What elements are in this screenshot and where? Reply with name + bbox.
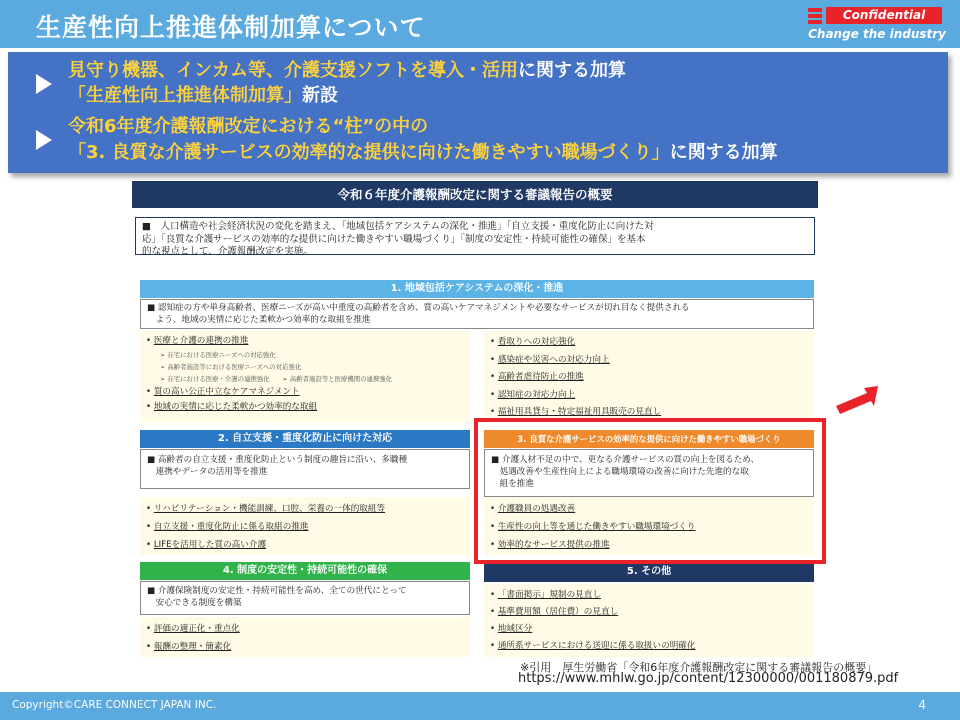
list-item: • 医療と介護の連携の推進 <box>146 336 249 346</box>
section-4-header: 4. 制度の安定性・持続可能性の確保 <box>140 562 470 580</box>
page-title: 生産性向上推進体制加算について <box>36 13 426 42</box>
footer-bar <box>0 692 960 720</box>
list-item: • 生産性の向上等を通じた働きやすい職場環境づくり <box>490 522 696 532</box>
section-1-right-list <box>484 331 814 419</box>
list-item: • 福祉用具貸与・特定福祉用具販売の見直し <box>490 407 662 417</box>
citation-url[interactable]: https://www.mhlw.go.jp/content/12300000/001180879.pdf <box>518 671 899 686</box>
section-2-header: 2. 自立支援・重度化防止に向けた対応 <box>140 430 470 448</box>
banner-line-3: 令和6年度介護報酬改定における“柱”の中の <box>68 116 429 137</box>
section-5-list <box>484 584 814 657</box>
section-4-list <box>140 617 470 657</box>
logo-mark-icon <box>808 8 822 24</box>
page-number: 4 <box>918 698 926 712</box>
list-item: • 看取りへの対応強化 <box>490 337 576 347</box>
list-item: • 質の高い公正中立なケアマネジメント <box>146 387 300 397</box>
banner-line-4: 「3. 良質な介護サービスの効率的な提供に向けた働きやすい職場づくり」に関する加算 <box>68 142 778 163</box>
section-4-summary: ■ 介護保険制度の安定性・持続可能性を高め、全ての世代にとって 安心できる制度を構築 <box>140 581 470 615</box>
section-1-header: 1. 地域包括ケアシステムの深化・推進 <box>140 280 814 298</box>
citation-source: ※引用 厚生労働省「令和6年度介護報酬改定に関する審議報告の概要」 <box>520 661 878 674</box>
list-item: • 認知症の対応力向上 <box>490 389 576 400</box>
header-bar <box>0 0 960 48</box>
list-item: • 評価の適正化・重点化 <box>146 624 240 634</box>
document-title: 令和６年度介護報酬改定に関する審議報告の概要 <box>132 181 818 208</box>
bullet-arrow-icon <box>36 130 52 150</box>
list-item: • LIFEを活用した質の高い介護 <box>146 540 267 550</box>
list-item: • 高齢者虐待防止の推進 <box>490 372 584 382</box>
list-item: • 自立支援・重度化防止に係る取組の推進 <box>146 522 309 532</box>
section-2-list <box>140 497 470 555</box>
logo-tagline: Change the industry <box>808 27 946 41</box>
section-5-header: 5. その他 <box>484 562 814 582</box>
list-item: • 介護職員の処遇改善 <box>490 504 576 514</box>
copyright-text: Copyright©CARE CONNECT JAPAN INC. <box>12 699 217 711</box>
section-3-summary: ■ 介護人材不足の中で、更なる介護サービスの質の向上を図るため、 処遇改善や生産性向上による職場環境の改善に向けた先進的な取 組を推進 <box>484 449 814 497</box>
list-item: • 「書面掲示」規制の見直し <box>490 590 601 600</box>
list-item: • 地域の実情に応じた柔軟かつ効率的な取組 <box>146 402 318 412</box>
section-1-summary: ■ 認知症の方や単身高齢者、医療ニーズが高い中重度の高齢者を含め、質の高いケアマネジメントや必要なサービスが切れ目なく提供される よう、地域の実情に応じた柔軟かつ効率的な取組を推進 <box>140 299 814 329</box>
list-item: • 効率的なサービス提供の推進 <box>490 540 610 550</box>
logo-confidential: Confidential <box>826 7 942 24</box>
list-item: • 報酬の整理・簡素化 <box>146 642 232 652</box>
list-item: • 地域区分 <box>490 624 533 634</box>
section-2-summary: ■ 高齢者の自立支援・重度化防止という制度の趣旨に沿い、多職種 連携やデータの活用等を推進 <box>140 449 470 489</box>
banner-line-1: 見守り機器、インカム等、介護支援ソフトを導入・活用に関する加算 <box>68 60 626 81</box>
red-pointer-arrow-icon <box>834 384 880 416</box>
list-item: • 通所系サービスにおける送迎に係る取扱いの明確化 <box>490 641 696 651</box>
intro-box: ■ 人口構造や社会経済状況の変化を踏まえ、「地域包括ケアシステムの深化・推進」「自立支援・重度化防止に向けた対 応」「良質な介護サービスの効率的な提供に向けた働きやすい職場づくり」「制度の安定性・持続可能性の確保」を基本 的な視点として、介護報酬改定を実施。 <box>135 217 815 255</box>
section-1-left-list: • 医療と介護の連携の推進 ➢ 在宅における医療ニーズへの対応強化 ➢ 高齢者施設等における医療ニーズへの対応強化 ➢ 在宅における医療・介護の連携強化 ➢ 高齢者施設等と医療機関の連携強化 • 質の高い公正中立なケアマネジメント • 地域の実情に応じた柔軟かつ効率的な取組 <box>140 331 470 423</box>
company-logo <box>800 6 950 44</box>
section-3-highlight-frame <box>474 418 826 564</box>
banner-line-2: 「生産性向上推進体制加算」新設 <box>68 85 338 106</box>
list-item: • 感染症や災害への対応力向上 <box>490 354 610 365</box>
list-item: • リハビリテーション・機能訓練、口腔、栄養の一体的取組等 <box>146 504 386 514</box>
bullet-arrow-icon <box>36 74 52 94</box>
section-3-header: 3. 良質な介護サービスの効率的な提供に向けた働きやすい職場づくり <box>484 430 814 448</box>
list-item: • 基準費用額（居住費）の見直し <box>490 607 619 617</box>
summary-banner <box>8 52 948 173</box>
